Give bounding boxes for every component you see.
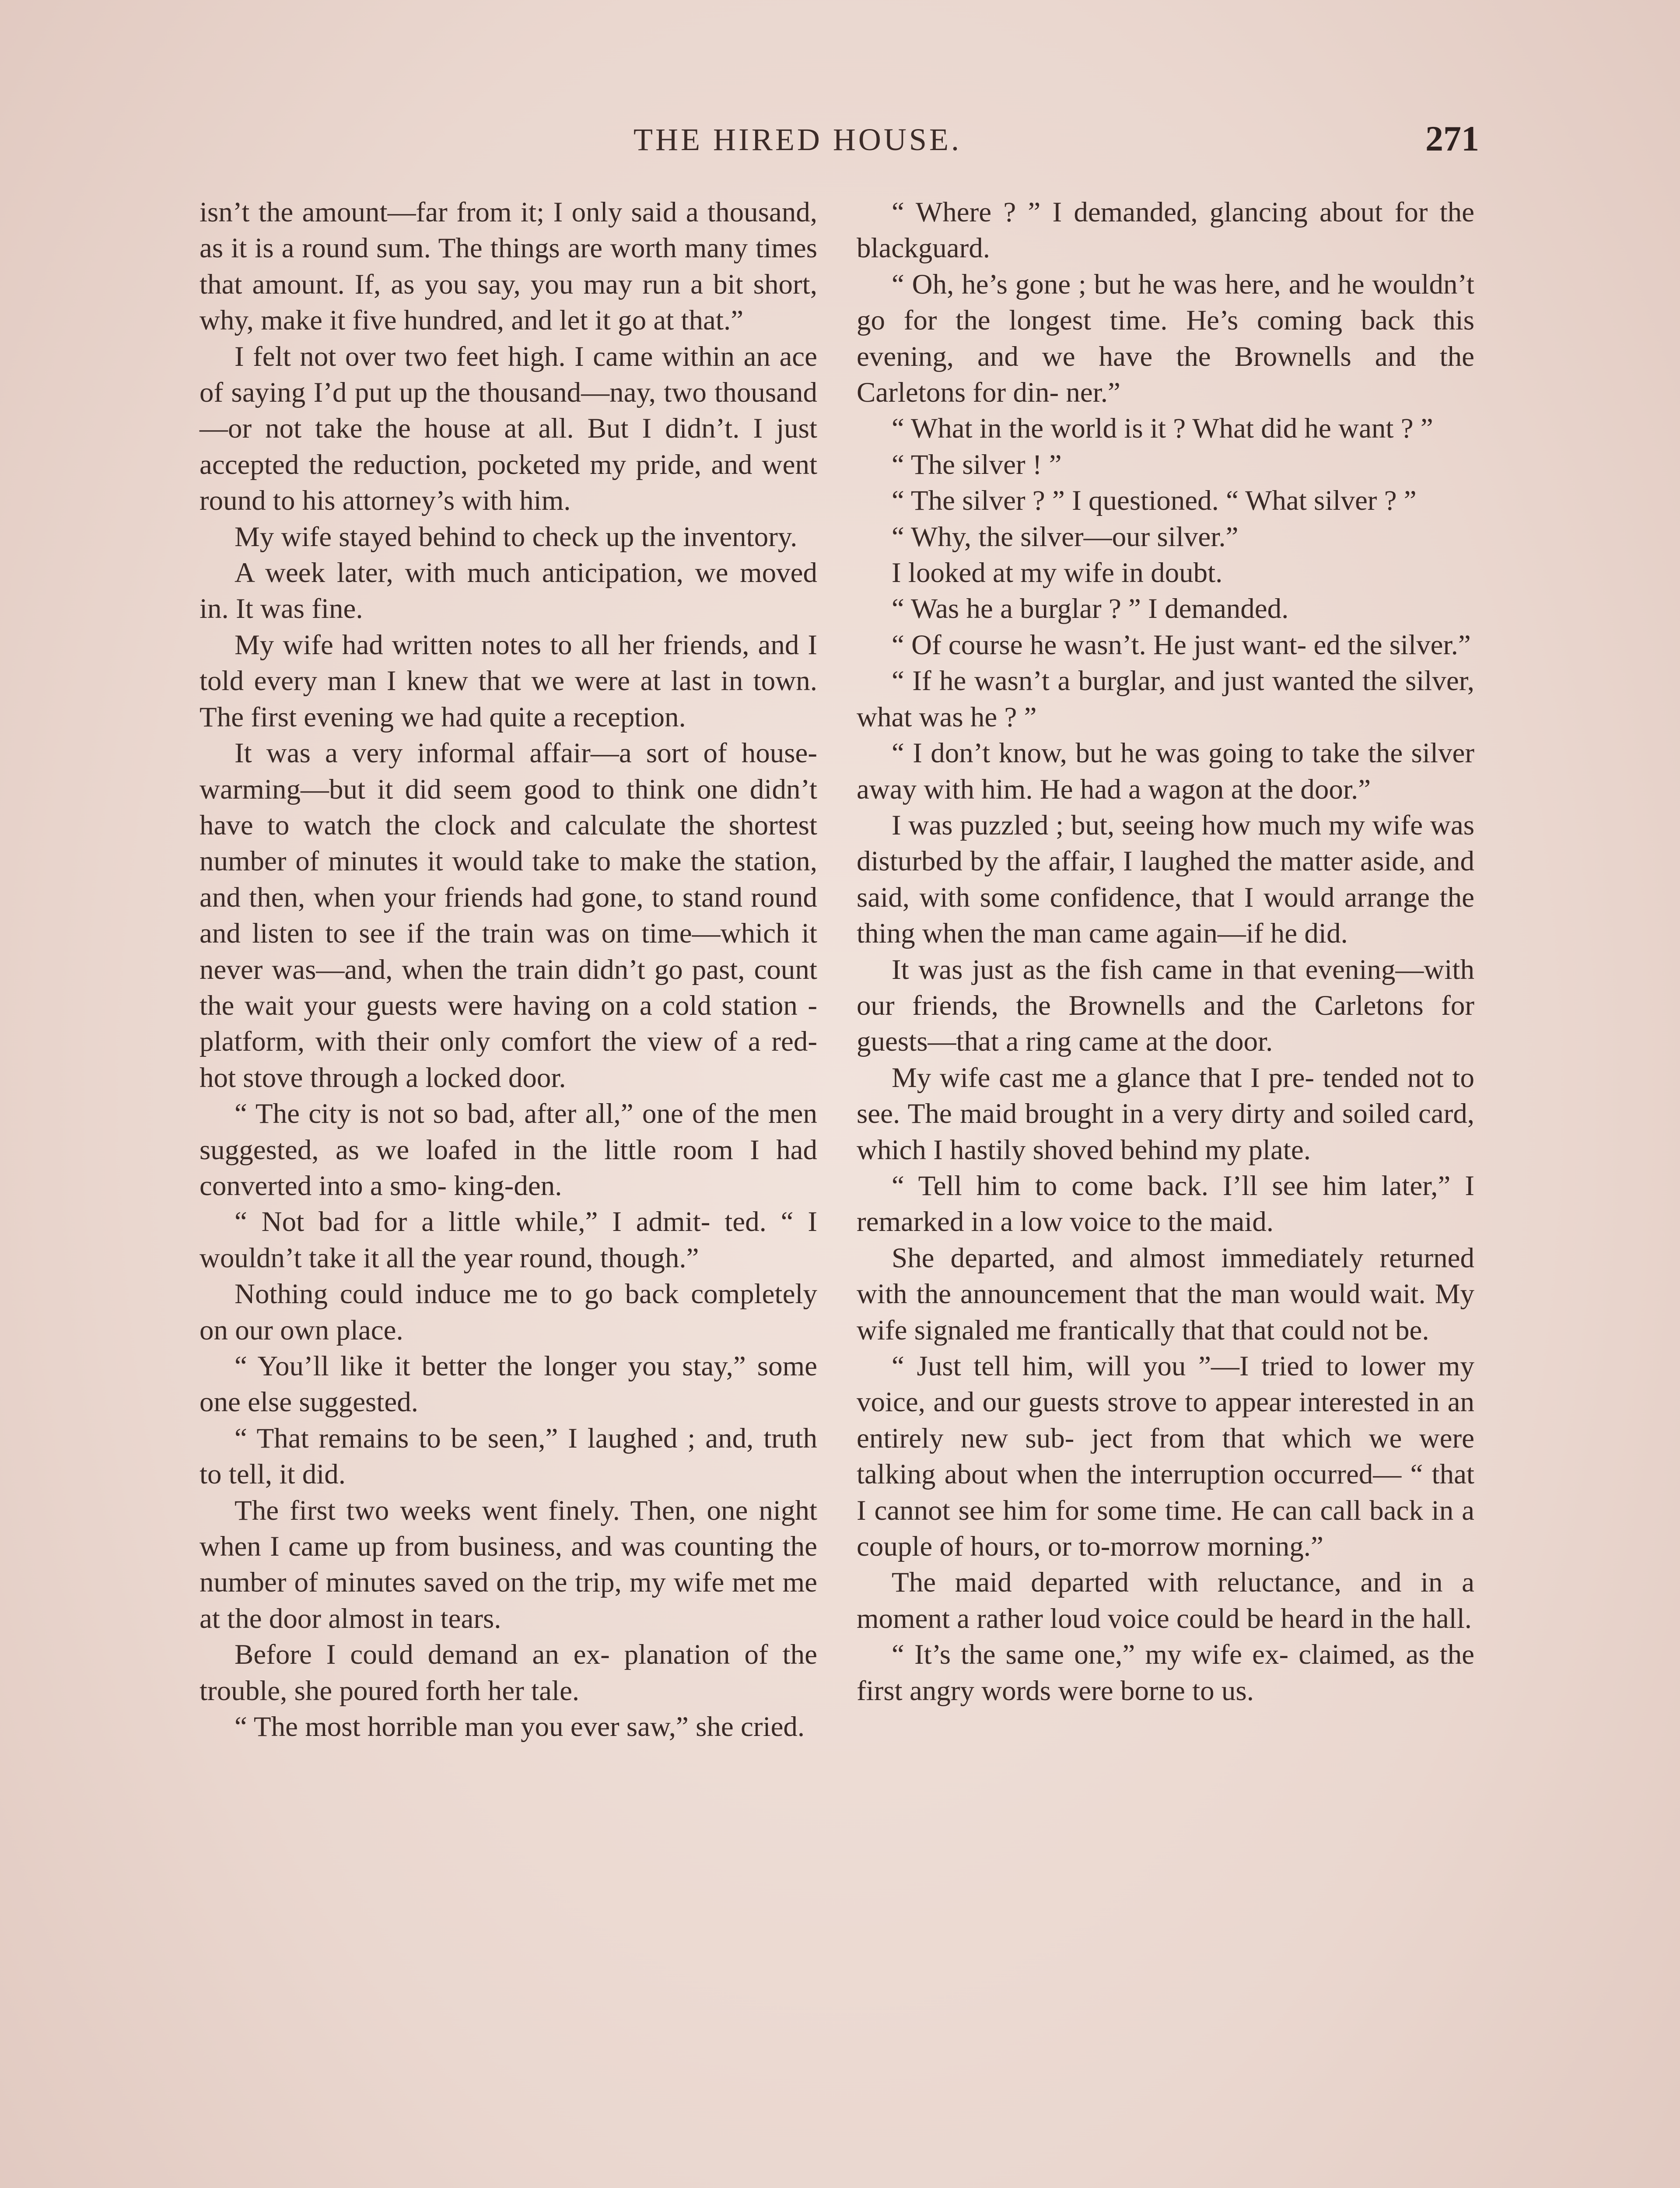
paragraph: “ The most horrible man you ever saw,” she cried. [234, 1711, 805, 1743]
paragraph: A week later, with much anticipation, we moved in. It was fine. [200, 557, 817, 625]
paragraph: “ The silver ? ” I questioned. “ What silver ? ” [892, 485, 1417, 517]
paragraph: My wife stayed behind to check up the inventory. [234, 521, 798, 553]
right-column [857, 194, 1474, 1709]
paragraph: “ Of course he wasn’t. He just want- ed the silver.” [892, 629, 1471, 661]
paragraph: “ Where ? ” I demanded, glancing about for the blackguard. [857, 196, 1474, 264]
paragraph: “ That remains to be seen,” I laughed ; and, truth to tell, it did. [200, 1422, 817, 1490]
paragraph: “ Not bad for a little while,” I admit- ted. “ I wouldn’t take it all the year round, though.” [200, 1206, 817, 1274]
paragraph: I was puzzled ; but, seeing how much my wife was disturbed by the affair, I laughed the matter aside, and said, with some confidence, that I would arrange the thing when the man came again—if he did. [857, 809, 1474, 950]
paragraph: “ It’s the same one,” my wife ex- claimed, as the first angry words were borne to us. [857, 1639, 1474, 1707]
paragraph: The maid departed with reluctance, and in a moment a rather loud voice could be heard in the hall. [857, 1567, 1474, 1634]
paragraph: The first two weeks went finely. Then, one night when I came up from business, and was counting the number of minutes saved on the trip, my wife met me at the door almost in tears. [200, 1494, 817, 1634]
paragraph: She departed, and almost immediately returned with the announcement that the man would wait. My wife signaled me frantically that that could not be. [857, 1242, 1474, 1346]
paragraph: “ Oh, he’s gone ; but he was here, and he wouldn’t go for the longest time. He’s coming back this evening, and we have the Brownells and the Carletons for din- ner.” [857, 268, 1474, 409]
paragraph: I looked at my wife in doubt. [892, 557, 1223, 589]
running-title: THE HIRED HOUSE. [634, 122, 962, 157]
paragraph: “ I don’t know, but he was going to take the silver away with him. He had a wagon at the door.” [857, 737, 1474, 805]
paragraph: My wife had written notes to all her friends, and I told every man I knew that we were at last in town. The first evening we had quite a reception. [200, 629, 817, 733]
paragraph: My wife cast me a glance that I pre- tended not to see. The maid brought in a very dirty and soiled card, which I hastily shoved behind my plate. [857, 1062, 1474, 1166]
paragraph: “ The city is not so bad, after all,” one of the men suggested, as we loafed in the little room I had converted into a smo- king-den. [200, 1098, 817, 1202]
paragraph: Before I could demand an ex- planation of the trouble, she poured forth her tale. [200, 1639, 817, 1707]
paragraph: “ What in the world is it ? What did he want ? ” [892, 413, 1433, 445]
paragraph: “ The silver ! ” [892, 449, 1062, 480]
paragraph: “ Tell him to come back. I’ll see him later,” I remarked in a low voice to the maid. [857, 1170, 1474, 1238]
paragraph: It was a very informal affair—a sort of house-warming—but it did seem good to think one didn’t have to watch the clock and calculate the shortest number of minutes it would take to make the station, and then, when your friends had gone, to stand round and listen to see if the train was on time—which it never was—and, when the train didn’t go past, count the wait your guests were having on a cold station - platform, with their only comfort the view of a red-hot stove through a locked door. [200, 737, 817, 1094]
paragraph: It was just as the fish came in that evening—with our friends, the Brownells and the Carletons for guests—that a ring came at the door. [857, 954, 1474, 1058]
paragraph: “ Why, the silver—our silver.” [892, 521, 1239, 553]
page-number: 271 [1425, 119, 1479, 158]
paragraph: Nothing could induce me to go back completely on our own place. [200, 1278, 817, 1346]
paragraph: isn’t the amount—far from it; I only said a thousand, as it is a round sum. The things are worth many times that amount. If, as you say, you may run a bit short, why, make it five hundred, and let it go at that.” [200, 196, 817, 337]
paragraph: “ Just tell him, will you ”—I tried to lower my voice, and our guests strove to appear interested in an entirely new sub- ject from that which we were talking about when the interruption occurred— “ that I cannot see him for some time. He can call back in a couple of hours, or to-morrow morning.” [857, 1350, 1474, 1563]
paragraph: “ Was he a burglar ? ” I demanded. [892, 593, 1289, 625]
paragraph: “ If he wasn’t a burglar, and just wanted the silver, what was he ? ” [857, 665, 1474, 733]
left-column [200, 194, 817, 1745]
paragraph: “ You’ll like it better the longer you stay,” some one else suggested. [200, 1350, 817, 1418]
paragraph: I felt not over two feet high. I came within an ace of saying I’d put up the thousand—nay, two thousand—or not take the house at all. But I didn’t. I just accepted the reduction, pocketed my pride, and went round to his attorney’s with him. [200, 340, 817, 517]
